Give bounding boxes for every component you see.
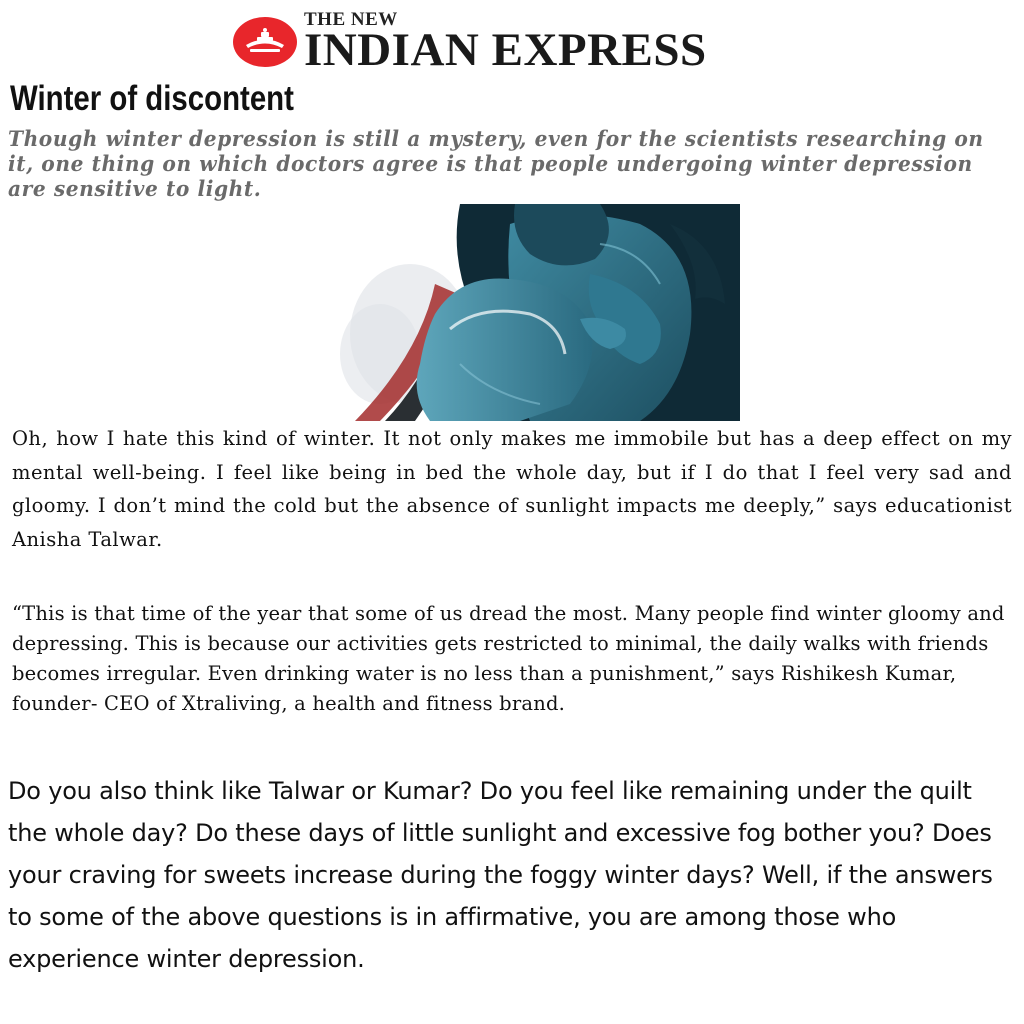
- newspaper-logo-icon: [232, 16, 298, 68]
- article-paragraph-2: “This is that time of the year that some of us dread the most. Many people find winter gloomy and depressing. This is because our activities gets restricted to minimal, the daily walks with friends becomes irregular. Even drinking water is no less than a punishment,” says Rishikesh Kumar, founder- CEO of Xtraliving, a health and fitness brand.: [12, 602, 1005, 715]
- curled-up-person-illustration: [340, 204, 740, 421]
- masthead-line-2: INDIAN EXPRESS: [304, 24, 707, 76]
- article-paragraph-3: Do you also think like Talwar or Kumar? Do you feel like remaining under the quilt the whole day? Do these days of little sunlight and excessive fog bother you? Does your craving for sweets increase during the foggy winter days? Well, if the answers to some of the above questions is in affirmative, you are among those who experience winter depression.: [8, 777, 993, 973]
- masthead: [232, 9, 792, 76]
- masthead-line-1: THE NEW: [304, 9, 398, 30]
- article-headline: Winter of discontent: [10, 79, 294, 118]
- article-paragraph-1: Oh, how I hate this kind of winter. It not only makes me immobile but has a deep effect on my mental well-being. I feel like being in bed the whole day, but if I do that I feel very sad and gloomy. I don’t mind the cold but the absence of sunlight impacts me deeply,” says educationist Anisha Talwar.: [12, 427, 1012, 551]
- article-illustration: [340, 204, 740, 421]
- article-standfirst: Though winter depression is still a mystery, even for the scientists researching on it, one thing on which doctors agree is that people undergoing winter depression are sensitive to light.: [8, 126, 984, 201]
